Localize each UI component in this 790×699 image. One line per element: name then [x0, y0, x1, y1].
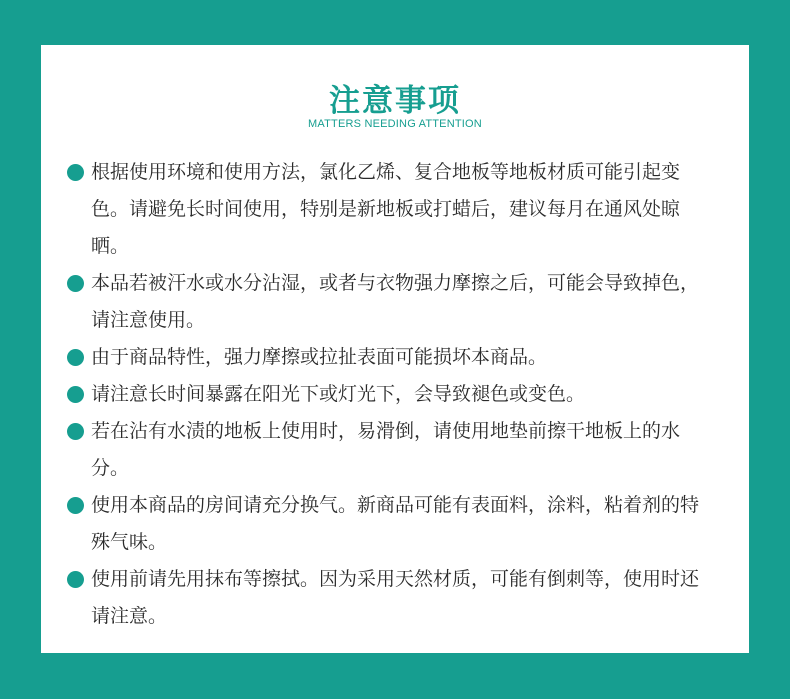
- notice-card: [41, 45, 749, 653]
- note-text: 根据使用环境和使用方法，氯化乙烯、复合地板等地板材质可能引起变色。请避免长时间使用，特别是新地板或打蜡后，建议每月在通风处晾晒。: [91, 161, 681, 257]
- bullet-dot-icon: [67, 571, 84, 588]
- note-text: 若在沾有水渍的地板上使用时，易滑倒，请使用地垫前擦干地板上的水分。: [91, 420, 681, 479]
- list-item: [67, 376, 707, 413]
- list-item: [67, 154, 707, 265]
- note-text: 使用前请先用抹布等擦拭。因为采用天然材质，可能有倒刺等，使用时还请注意。: [91, 568, 700, 627]
- note-text: 本品若被汗水或水分沾湿，或者与衣物强力摩擦之后，可能会导致掉色，请注意使用。: [91, 272, 700, 331]
- bullet-dot-icon: [67, 349, 84, 366]
- bullet-dot-icon: [67, 386, 84, 403]
- note-text: 使用本商品的房间请充分换气。新商品可能有表面料，涂料，粘着剂的特殊气味。: [91, 494, 700, 553]
- list-item: [67, 413, 707, 487]
- note-text: 请注意长时间暴露在阳光下或灯光下，会导致褪色或变色。: [91, 383, 586, 405]
- notes-list: [67, 154, 707, 635]
- list-item: [67, 265, 707, 339]
- page-title: 注意事项: [329, 83, 461, 119]
- list-item: [67, 487, 707, 561]
- list-item: [67, 339, 707, 376]
- bullet-dot-icon: [67, 497, 84, 514]
- page-subtitle: MATTERS NEEDING ATTENTION: [308, 118, 482, 130]
- bullet-dot-icon: [67, 423, 84, 440]
- note-text: 由于商品特性，强力摩擦或拉扯表面可能损坏本商品。: [91, 346, 548, 368]
- bullet-dot-icon: [67, 164, 84, 181]
- list-item: [67, 561, 707, 635]
- bullet-dot-icon: [67, 275, 84, 292]
